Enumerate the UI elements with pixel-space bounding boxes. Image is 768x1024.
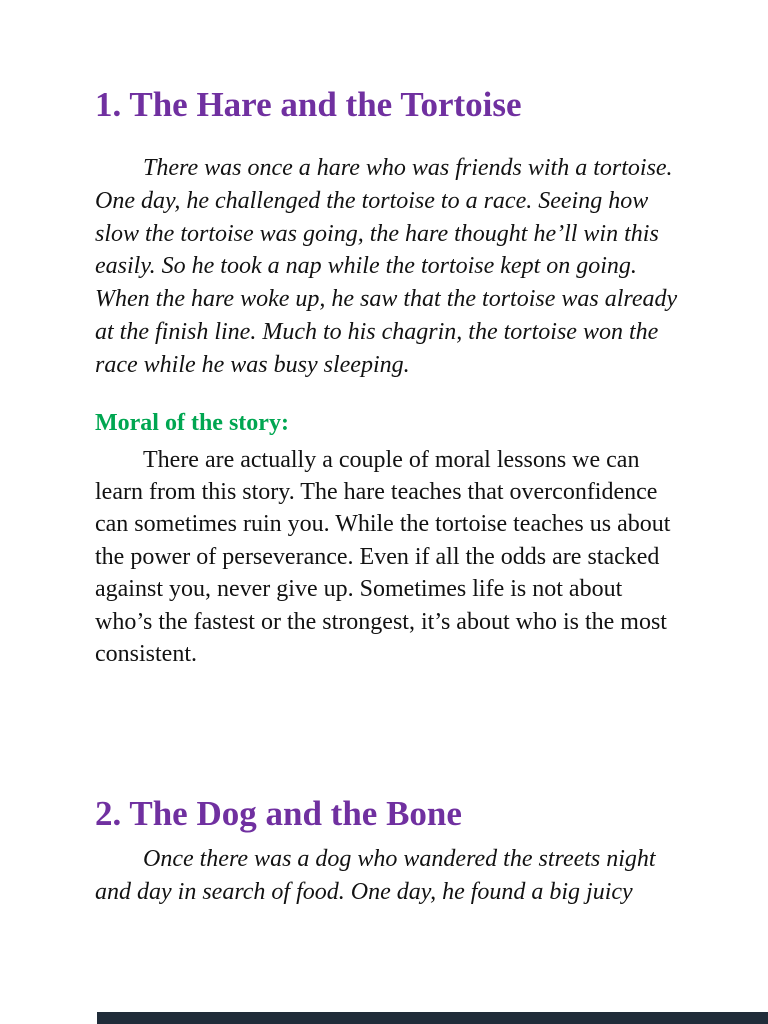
text-line: learn from this story. The hare teaches that overconfidence [95,478,658,505]
next-page-top-edge [97,1012,768,1024]
text-line: Once there was a dog who wandered the streets night [143,846,656,873]
text-line: at the finish line. Much to his chagrin, the tortoise won the [95,318,659,345]
story1-title: 1. The Hare and the Tortoise [95,85,522,124]
story1-paragraph [95,152,728,382]
text-line: the power of perseverance. Even if all the odds are stacked [95,543,660,570]
text-line: There are actually a couple of moral lessons we can [143,446,640,473]
story1-moral-paragraph [95,444,728,671]
text-line: who’s the fastest or the strongest, it’s about who is the most [95,608,667,635]
text-line: against you, never give up. Sometimes life is not about [95,576,623,603]
text-line: and day in search of food. One day, he found a big juicy [95,879,633,906]
text-line: can sometimes ruin you. While the tortoise teaches us about [95,511,671,538]
text-line: slow the tortoise was going, the hare thought he’ll win this [95,220,659,247]
story2-title: 2. The Dog and the Bone [95,794,462,834]
text-line: When the hare woke up, he saw that the tortoise was already [95,286,678,313]
story2-paragraph [95,843,728,909]
text-line: easily. So he took a nap while the tortoise kept on going. [95,253,637,280]
text-line: There was once a hare who was friends with a tortoise. [143,155,673,181]
text-line: consistent. [95,641,197,668]
text-line: One day, he challenged the tortoise to a race. Seeing how [95,187,649,214]
text-line: race while he was busy sleeping. [95,351,410,378]
moral-heading: Moral of the story: [95,409,289,436]
